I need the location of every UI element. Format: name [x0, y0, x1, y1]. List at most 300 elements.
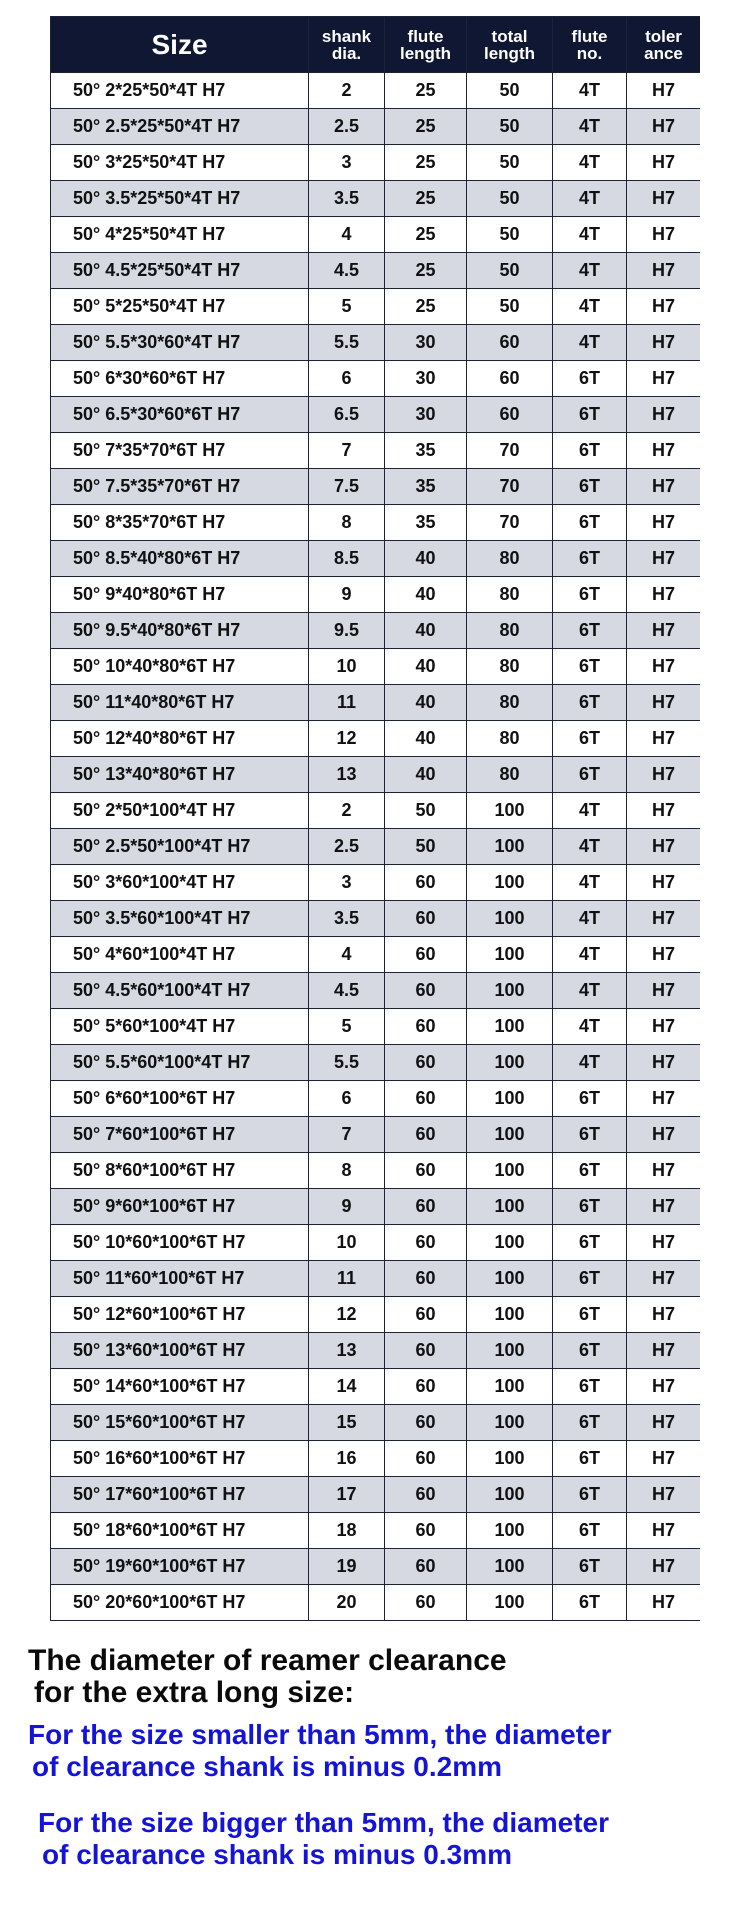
cell-tolerance: H7 — [627, 1225, 701, 1261]
cell-shank-dia: 5.5 — [309, 1045, 385, 1081]
cell-size: 50° 4*60*100*4T H7 — [51, 937, 309, 973]
cell-size: 50° 10*40*80*6T H7 — [51, 649, 309, 685]
cell-flute-length: 60 — [385, 1369, 467, 1405]
cell-size: 50° 9*40*80*6T H7 — [51, 577, 309, 613]
cell-size: 50° 2*50*100*4T H7 — [51, 793, 309, 829]
cell-total-length: 80 — [467, 577, 553, 613]
cell-flute-no: 4T — [553, 145, 627, 181]
cell-size: 50° 4.5*25*50*4T H7 — [51, 253, 309, 289]
table-row — [51, 541, 701, 577]
cell-flute-no: 6T — [553, 1513, 627, 1549]
cell-flute-no: 4T — [553, 865, 627, 901]
cell-tolerance: H7 — [627, 1261, 701, 1297]
cell-flute-length: 30 — [385, 325, 467, 361]
cell-tolerance: H7 — [627, 109, 701, 145]
table-row — [51, 361, 701, 397]
note-big-size-line-1: For the size bigger than 5mm, the diameter — [38, 1807, 610, 1838]
cell-flute-length: 60 — [385, 1297, 467, 1333]
cell-total-length: 50 — [467, 181, 553, 217]
cell-size: 50° 2.5*25*50*4T H7 — [51, 109, 309, 145]
cell-shank-dia: 12 — [309, 721, 385, 757]
cell-total-length: 100 — [467, 973, 553, 1009]
table-header-row — [51, 17, 701, 73]
cell-shank-dia: 3 — [309, 145, 385, 181]
cell-total-length: 70 — [467, 469, 553, 505]
cell-tolerance: H7 — [627, 217, 701, 253]
cell-size: 50° 6*30*60*6T H7 — [51, 361, 309, 397]
table-row — [51, 469, 701, 505]
cell-flute-length: 60 — [385, 865, 467, 901]
cell-size: 50° 9.5*40*80*6T H7 — [51, 613, 309, 649]
cell-flute-no: 6T — [553, 1477, 627, 1513]
cell-size: 50° 15*60*100*6T H7 — [51, 1405, 309, 1441]
header-flute-no-line-1: flute — [571, 26, 608, 46]
cell-shank-dia: 3.5 — [309, 901, 385, 937]
cell-flute-no: 4T — [553, 901, 627, 937]
cell-flute-no: 4T — [553, 181, 627, 217]
cell-size: 50° 5*25*50*4T H7 — [51, 289, 309, 325]
cell-shank-dia: 16 — [309, 1441, 385, 1477]
header-shank-dia — [309, 17, 385, 73]
cell-shank-dia: 10 — [309, 649, 385, 685]
cell-flute-length: 60 — [385, 1549, 467, 1585]
table-row — [51, 613, 701, 649]
table-row — [51, 145, 701, 181]
cell-flute-length: 60 — [385, 1333, 467, 1369]
cell-total-length: 100 — [467, 829, 553, 865]
cell-size: 50° 2.5*50*100*4T H7 — [51, 829, 309, 865]
cell-shank-dia: 11 — [309, 1261, 385, 1297]
cell-shank-dia: 5.5 — [309, 325, 385, 361]
cell-total-length: 100 — [467, 1369, 553, 1405]
cell-flute-no: 6T — [553, 649, 627, 685]
clearance-heading-line-1: The diameter of reamer clearance — [28, 1644, 507, 1677]
cell-shank-dia: 6 — [309, 1081, 385, 1117]
cell-tolerance: H7 — [627, 73, 701, 109]
note-small-size-line-2: of clearance shank is minus 0.2mm — [32, 1751, 502, 1782]
cell-tolerance: H7 — [627, 325, 701, 361]
cell-shank-dia: 19 — [309, 1549, 385, 1585]
cell-size: 50° 3*25*50*4T H7 — [51, 145, 309, 181]
cell-total-length: 100 — [467, 1585, 553, 1621]
cell-total-length: 50 — [467, 289, 553, 325]
cell-flute-no: 6T — [553, 1153, 627, 1189]
cell-flute-no: 6T — [553, 469, 627, 505]
cell-tolerance: H7 — [627, 1333, 701, 1369]
cell-shank-dia: 5 — [309, 1009, 385, 1045]
cell-flute-no: 6T — [553, 577, 627, 613]
cell-tolerance: H7 — [627, 1477, 701, 1513]
table-row — [51, 1441, 701, 1477]
table-row — [51, 1513, 701, 1549]
cell-total-length: 50 — [467, 109, 553, 145]
cell-total-length: 100 — [467, 865, 553, 901]
cell-size: 50° 10*60*100*6T H7 — [51, 1225, 309, 1261]
cell-shank-dia: 3.5 — [309, 181, 385, 217]
cell-shank-dia: 8 — [309, 505, 385, 541]
cell-flute-length: 60 — [385, 1045, 467, 1081]
table-row — [51, 577, 701, 613]
table-row — [51, 1585, 701, 1621]
cell-total-length: 100 — [467, 1153, 553, 1189]
cell-shank-dia: 10 — [309, 1225, 385, 1261]
cell-flute-no: 4T — [553, 325, 627, 361]
header-total-length — [467, 17, 553, 73]
cell-flute-no: 6T — [553, 1369, 627, 1405]
table-row — [51, 757, 701, 793]
spec-table-container — [50, 16, 700, 1621]
cell-flute-no: 6T — [553, 1081, 627, 1117]
cell-tolerance: H7 — [627, 901, 701, 937]
cell-flute-length: 35 — [385, 433, 467, 469]
cell-total-length: 60 — [467, 397, 553, 433]
cell-shank-dia: 8 — [309, 1153, 385, 1189]
cell-shank-dia: 5 — [309, 289, 385, 325]
cell-flute-length: 60 — [385, 1441, 467, 1477]
clearance-notes — [28, 1645, 738, 1871]
cell-size: 50° 13*60*100*6T H7 — [51, 1333, 309, 1369]
cell-size: 50° 3*60*100*4T H7 — [51, 865, 309, 901]
cell-flute-length: 60 — [385, 901, 467, 937]
cell-shank-dia: 2 — [309, 73, 385, 109]
cell-tolerance: H7 — [627, 1153, 701, 1189]
cell-shank-dia: 13 — [309, 1333, 385, 1369]
table-row — [51, 181, 701, 217]
cell-total-length: 80 — [467, 757, 553, 793]
table-row — [51, 1189, 701, 1225]
cell-flute-no: 6T — [553, 505, 627, 541]
cell-flute-no: 6T — [553, 361, 627, 397]
cell-shank-dia: 8.5 — [309, 541, 385, 577]
cell-flute-length: 60 — [385, 1405, 467, 1441]
cell-flute-length: 25 — [385, 109, 467, 145]
table-row — [51, 1045, 701, 1081]
cell-total-length: 100 — [467, 1513, 553, 1549]
cell-total-length: 100 — [467, 1477, 553, 1513]
cell-total-length: 100 — [467, 793, 553, 829]
cell-total-length: 100 — [467, 1081, 553, 1117]
table-row — [51, 1081, 701, 1117]
cell-flute-length: 60 — [385, 1585, 467, 1621]
header-tolerance-line-1: toler — [645, 26, 682, 46]
cell-tolerance: H7 — [627, 433, 701, 469]
table-body — [51, 73, 701, 1621]
cell-flute-length: 60 — [385, 1153, 467, 1189]
cell-size: 50° 7*35*70*6T H7 — [51, 433, 309, 469]
cell-tolerance: H7 — [627, 829, 701, 865]
cell-total-length: 100 — [467, 937, 553, 973]
header-flute-no-line-2: no. — [576, 43, 603, 63]
clearance-heading-line-2: for the extra long size: — [34, 1676, 355, 1709]
table-row — [51, 1369, 701, 1405]
cell-size: 50° 7*60*100*6T H7 — [51, 1117, 309, 1153]
cell-size: 50° 6.5*30*60*6T H7 — [51, 397, 309, 433]
cell-flute-no: 6T — [553, 757, 627, 793]
cell-total-length: 100 — [467, 1405, 553, 1441]
cell-shank-dia: 3 — [309, 865, 385, 901]
cell-size: 50° 6*60*100*6T H7 — [51, 1081, 309, 1117]
cell-total-length: 100 — [467, 1333, 553, 1369]
cell-size: 50° 3.5*60*100*4T H7 — [51, 901, 309, 937]
cell-flute-length: 60 — [385, 1009, 467, 1045]
cell-total-length: 80 — [467, 613, 553, 649]
cell-total-length: 100 — [467, 901, 553, 937]
cell-shank-dia: 4.5 — [309, 973, 385, 1009]
table-row — [51, 109, 701, 145]
cell-size: 50° 4*25*50*4T H7 — [51, 217, 309, 253]
table-row — [51, 1297, 701, 1333]
table-row — [51, 1117, 701, 1153]
cell-size: 50° 4.5*60*100*4T H7 — [51, 973, 309, 1009]
clearance-heading — [28, 1645, 738, 1709]
cell-size: 50° 8.5*40*80*6T H7 — [51, 541, 309, 577]
cell-tolerance: H7 — [627, 937, 701, 973]
cell-total-length: 80 — [467, 649, 553, 685]
cell-total-length: 100 — [467, 1549, 553, 1585]
cell-shank-dia: 12 — [309, 1297, 385, 1333]
cell-total-length: 60 — [467, 325, 553, 361]
cell-total-length: 50 — [467, 73, 553, 109]
cell-flute-length: 25 — [385, 289, 467, 325]
cell-tolerance: H7 — [627, 1045, 701, 1081]
cell-shank-dia: 4 — [309, 217, 385, 253]
table-row — [51, 73, 701, 109]
cell-flute-no: 4T — [553, 109, 627, 145]
cell-shank-dia: 6 — [309, 361, 385, 397]
table-row — [51, 901, 701, 937]
cell-tolerance: H7 — [627, 685, 701, 721]
cell-flute-no: 4T — [553, 1009, 627, 1045]
cell-size: 50° 9*60*100*6T H7 — [51, 1189, 309, 1225]
cell-flute-length: 60 — [385, 937, 467, 973]
cell-tolerance: H7 — [627, 649, 701, 685]
cell-shank-dia: 4 — [309, 937, 385, 973]
cell-size: 50° 5*60*100*4T H7 — [51, 1009, 309, 1045]
cell-total-length: 80 — [467, 541, 553, 577]
cell-shank-dia: 9.5 — [309, 613, 385, 649]
cell-flute-length: 35 — [385, 505, 467, 541]
cell-shank-dia: 7 — [309, 433, 385, 469]
cell-tolerance: H7 — [627, 253, 701, 289]
cell-flute-no: 4T — [553, 793, 627, 829]
cell-tolerance: H7 — [627, 181, 701, 217]
cell-flute-no: 6T — [553, 1549, 627, 1585]
cell-size: 50° 3.5*25*50*4T H7 — [51, 181, 309, 217]
note-big-size-line-2: of clearance shank is minus 0.3mm — [42, 1839, 512, 1870]
cell-shank-dia: 7.5 — [309, 469, 385, 505]
cell-shank-dia: 4.5 — [309, 253, 385, 289]
table-row — [51, 829, 701, 865]
cell-flute-length: 40 — [385, 685, 467, 721]
cell-flute-length: 40 — [385, 613, 467, 649]
cell-flute-length: 25 — [385, 217, 467, 253]
cell-tolerance: H7 — [627, 1369, 701, 1405]
cell-flute-length: 60 — [385, 1117, 467, 1153]
cell-flute-length: 40 — [385, 721, 467, 757]
cell-size: 50° 16*60*100*6T H7 — [51, 1441, 309, 1477]
cell-flute-length: 25 — [385, 145, 467, 181]
cell-total-length: 100 — [467, 1261, 553, 1297]
cell-size: 50° 19*60*100*6T H7 — [51, 1549, 309, 1585]
cell-shank-dia: 13 — [309, 757, 385, 793]
cell-size: 50° 7.5*35*70*6T H7 — [51, 469, 309, 505]
cell-flute-no: 6T — [553, 1297, 627, 1333]
cell-size: 50° 17*60*100*6T H7 — [51, 1477, 309, 1513]
cell-shank-dia: 2.5 — [309, 829, 385, 865]
cell-flute-length: 40 — [385, 757, 467, 793]
header-size — [51, 17, 309, 73]
cell-total-length: 100 — [467, 1225, 553, 1261]
cell-shank-dia: 14 — [309, 1369, 385, 1405]
cell-shank-dia: 17 — [309, 1477, 385, 1513]
table-row — [51, 1405, 701, 1441]
cell-total-length: 100 — [467, 1441, 553, 1477]
cell-flute-no: 6T — [553, 541, 627, 577]
cell-flute-length: 25 — [385, 253, 467, 289]
cell-size: 50° 5.5*30*60*4T H7 — [51, 325, 309, 361]
cell-tolerance: H7 — [627, 469, 701, 505]
cell-total-length: 50 — [467, 145, 553, 181]
cell-tolerance: H7 — [627, 793, 701, 829]
cell-flute-length: 25 — [385, 73, 467, 109]
cell-flute-no: 6T — [553, 1189, 627, 1225]
cell-total-length: 100 — [467, 1117, 553, 1153]
header-shank-dia-line-2: dia. — [331, 43, 362, 63]
table-row — [51, 1225, 701, 1261]
header-total-length-line-1: total — [491, 26, 528, 46]
cell-flute-no: 4T — [553, 1045, 627, 1081]
table-row — [51, 1333, 701, 1369]
cell-shank-dia: 2 — [309, 793, 385, 829]
cell-flute-no: 4T — [553, 253, 627, 289]
cell-shank-dia: 20 — [309, 1585, 385, 1621]
cell-size: 50° 13*40*80*6T H7 — [51, 757, 309, 793]
cell-total-length: 70 — [467, 433, 553, 469]
table-row — [51, 865, 701, 901]
cell-size: 50° 8*35*70*6T H7 — [51, 505, 309, 541]
cell-flute-length: 40 — [385, 541, 467, 577]
cell-shank-dia: 11 — [309, 685, 385, 721]
cell-flute-no: 6T — [553, 1117, 627, 1153]
header-tolerance — [627, 17, 701, 73]
cell-flute-no: 4T — [553, 73, 627, 109]
cell-tolerance: H7 — [627, 721, 701, 757]
cell-total-length: 100 — [467, 1297, 553, 1333]
cell-shank-dia: 18 — [309, 1513, 385, 1549]
cell-size: 50° 11*40*80*6T H7 — [51, 685, 309, 721]
cell-flute-no: 6T — [553, 721, 627, 757]
table-row — [51, 685, 701, 721]
reamer-spec-table — [50, 16, 700, 1621]
table-row — [51, 397, 701, 433]
cell-size: 50° 8*60*100*6T H7 — [51, 1153, 309, 1189]
cell-flute-length: 40 — [385, 649, 467, 685]
table-row — [51, 1261, 701, 1297]
cell-flute-no: 4T — [553, 937, 627, 973]
table-row — [51, 937, 701, 973]
cell-shank-dia: 9 — [309, 577, 385, 613]
cell-flute-no: 6T — [553, 1261, 627, 1297]
cell-shank-dia: 6.5 — [309, 397, 385, 433]
cell-flute-no: 4T — [553, 289, 627, 325]
table-row — [51, 1153, 701, 1189]
cell-flute-length: 60 — [385, 1189, 467, 1225]
cell-flute-length: 30 — [385, 361, 467, 397]
cell-flute-length: 50 — [385, 793, 467, 829]
cell-size: 50° 12*60*100*6T H7 — [51, 1297, 309, 1333]
cell-tolerance: H7 — [627, 505, 701, 541]
table-row — [51, 1549, 701, 1585]
cell-tolerance: H7 — [627, 1081, 701, 1117]
cell-flute-no: 6T — [553, 1333, 627, 1369]
cell-total-length: 70 — [467, 505, 553, 541]
cell-tolerance: H7 — [627, 1189, 701, 1225]
cell-tolerance: H7 — [627, 1405, 701, 1441]
table-row — [51, 1009, 701, 1045]
table-row — [51, 217, 701, 253]
cell-tolerance: H7 — [627, 865, 701, 901]
header-tolerance-line-2: ance — [644, 43, 683, 63]
cell-size: 50° 2*25*50*4T H7 — [51, 73, 309, 109]
cell-flute-length: 60 — [385, 1513, 467, 1549]
cell-flute-no: 6T — [553, 1225, 627, 1261]
cell-size: 50° 11*60*100*6T H7 — [51, 1261, 309, 1297]
cell-tolerance: H7 — [627, 1513, 701, 1549]
table-row — [51, 253, 701, 289]
cell-total-length: 100 — [467, 1189, 553, 1225]
header-flute-length-line-2: length — [400, 43, 451, 63]
cell-total-length: 80 — [467, 685, 553, 721]
table-row — [51, 505, 701, 541]
cell-tolerance: H7 — [627, 1585, 701, 1621]
cell-tolerance: H7 — [627, 1441, 701, 1477]
header-flute-length-line-1: flute — [407, 26, 444, 46]
table-row — [51, 289, 701, 325]
cell-tolerance: H7 — [627, 757, 701, 793]
cell-tolerance: H7 — [627, 577, 701, 613]
cell-flute-length: 60 — [385, 1261, 467, 1297]
cell-flute-no: 6T — [553, 613, 627, 649]
cell-tolerance: H7 — [627, 1117, 701, 1153]
cell-flute-no: 6T — [553, 685, 627, 721]
table-row — [51, 433, 701, 469]
table-row — [51, 721, 701, 757]
cell-tolerance: H7 — [627, 1549, 701, 1585]
cell-flute-length: 35 — [385, 469, 467, 505]
header-flute-length — [385, 17, 467, 73]
cell-flute-no: 6T — [553, 397, 627, 433]
cell-flute-no: 4T — [553, 829, 627, 865]
cell-flute-length: 60 — [385, 1477, 467, 1513]
cell-size: 50° 12*40*80*6T H7 — [51, 721, 309, 757]
cell-flute-no: 6T — [553, 1405, 627, 1441]
cell-flute-length: 40 — [385, 577, 467, 613]
table-row — [51, 649, 701, 685]
cell-size: 50° 18*60*100*6T H7 — [51, 1513, 309, 1549]
cell-shank-dia: 2.5 — [309, 109, 385, 145]
cell-shank-dia: 7 — [309, 1117, 385, 1153]
note-big-size — [28, 1807, 738, 1871]
cell-tolerance: H7 — [627, 613, 701, 649]
cell-total-length: 100 — [467, 1009, 553, 1045]
cell-flute-length: 60 — [385, 1081, 467, 1117]
cell-tolerance: H7 — [627, 1297, 701, 1333]
cell-flute-no: 6T — [553, 1441, 627, 1477]
header-total-length-line-2: length — [484, 43, 535, 63]
cell-total-length: 80 — [467, 721, 553, 757]
note-small-size — [28, 1719, 738, 1783]
cell-tolerance: H7 — [627, 361, 701, 397]
